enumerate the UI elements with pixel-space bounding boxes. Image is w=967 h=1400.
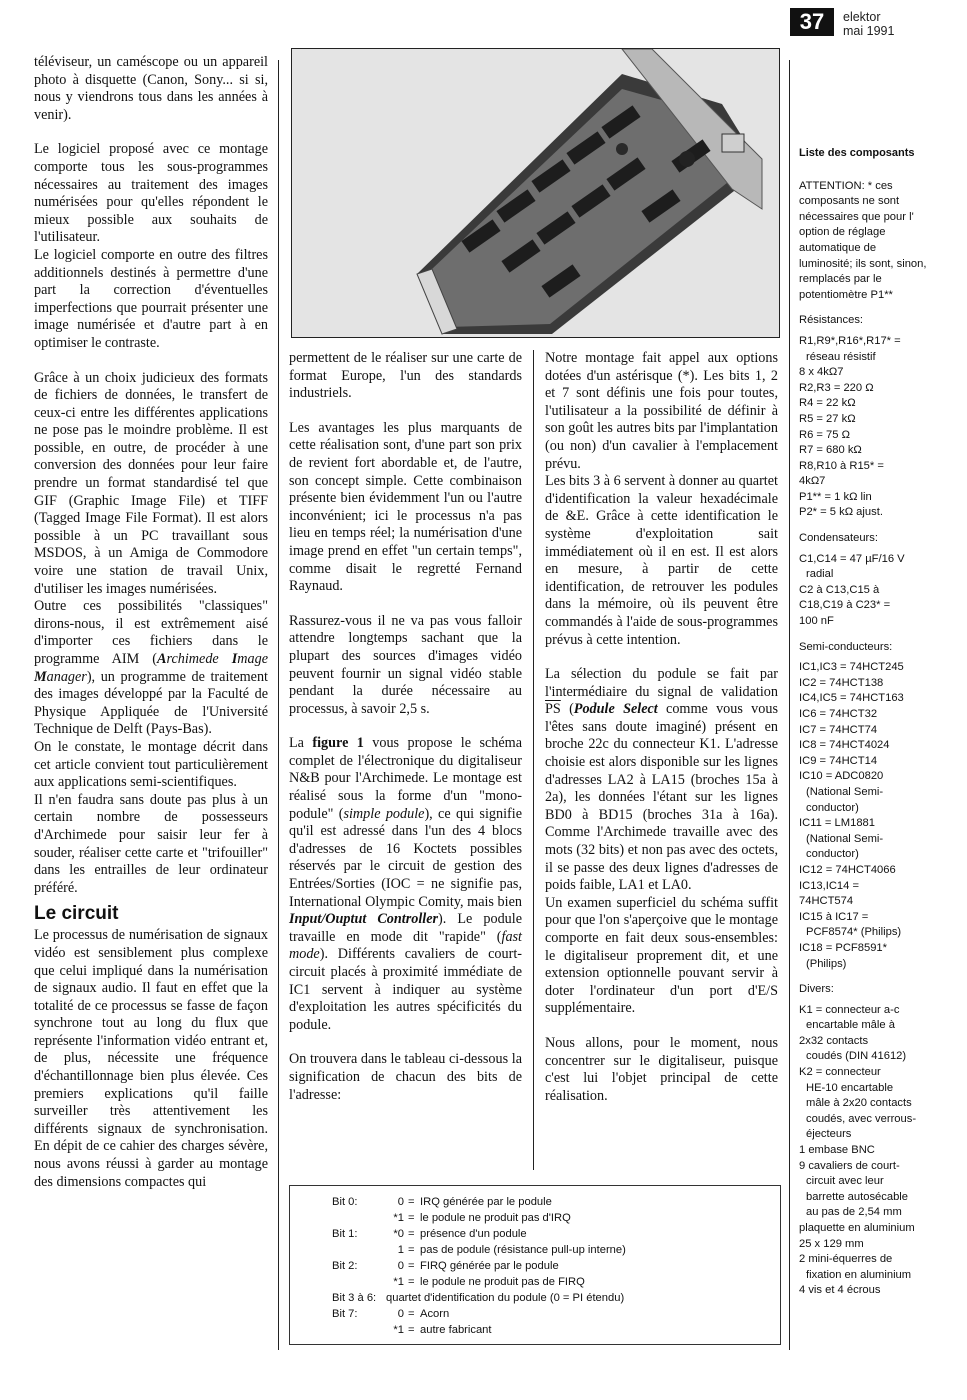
component-entry: plaquette en aluminium: [799, 1222, 915, 1234]
misc-list: [799, 1003, 931, 1299]
bit-meaning: le podule ne produit pas d'IRQ: [420, 1212, 571, 1224]
component-entry: fixation en aluminium: [806, 1268, 912, 1281]
bit-meaning: FIRQ générée par le podule: [420, 1260, 559, 1272]
component-entry: réseau résistif: [806, 350, 876, 363]
paragraph: Le logiciel comporte en outre des filtres additionnels destinés à permettre d'une part la correction d'éventuelles imperfections que pourrait présenter une image numérisée et d'autre part à en optimiser le contraste.: [34, 246, 268, 351]
component-entry: encartable mâle à: [806, 1019, 895, 1032]
equals-sign: =: [408, 1308, 415, 1320]
paragraph: Rassurez-vous il ne va pas vous falloir attendre longtemps sachant que la plupart des sources d'images vidéo peuvent fournir un signal vidéo stable pendant la durée nécessaire au processus, à savoir 2,5 s.: [289, 612, 522, 717]
component-entry: P2* = 5 kΩ ajust.: [799, 506, 883, 519]
paragraph: On le constate, le montage décrit dans cet article convient tout particulièrement aux applications semi-scientifiques.: [34, 738, 268, 791]
capacitors-list: [799, 552, 931, 630]
bit-meaning: le podule ne produit pas de FIRQ: [420, 1276, 585, 1288]
component-entry: C1,C14 = 47 µF/16 V: [799, 552, 905, 565]
component-entry: IC8 = 74HCT4024: [799, 739, 890, 752]
component-entry: 4 vis et 4 écrous: [799, 1284, 881, 1297]
column-divider: [789, 60, 790, 1350]
section-heading: Le circuit: [34, 903, 119, 925]
component-entry: barrette autosécable: [806, 1190, 908, 1203]
bit-value: 0: [397, 1260, 404, 1272]
component-entry: conductor): [806, 801, 859, 814]
resistors-list: [799, 334, 931, 521]
component-entry: radial: [806, 568, 834, 581]
column-divider: [533, 350, 534, 1170]
bit-label: Bit 7:: [332, 1308, 358, 1320]
semiconductors-list: [799, 660, 931, 972]
circuit-board-photo: [291, 48, 780, 338]
bit-label: Bit 0:: [332, 1196, 358, 1208]
misc-title: Divers:: [799, 983, 834, 996]
component-entry: IC11 = LM1881: [799, 817, 875, 830]
paragraph: Il n'en faudra sans doute pas plus à un certain nombre de possesseurs d'Archimede pour saisir leur fer à souder, réaliser cette carte et "trifouiller" dans les entrailles de leur ordinateur préféré.: [34, 791, 268, 896]
component-entry: C18,C19 à C23* =: [799, 599, 891, 612]
component-entry: éjecteurs: [806, 1128, 852, 1141]
component-entry: mâle à 2x20 contacts: [806, 1097, 912, 1110]
magazine-name: elektor: [843, 10, 881, 24]
paragraph: permettent de le réaliser sur une carte de format Europe, l'un des standards industriels.: [289, 350, 522, 402]
paragraph: La figure 1 vous propose le schéma complet de l'électronique du digitaliseur N&B pour l'Archimede. Le montage est réalisé sous la forme d'un "mono-podule" (simple podule), ce qui signifie qu'il est adressé dans l'un des 4 blocs d'adresses de 16 Koctets possibles réservés par le circuit de gestion des Entrées/Sorties (IOC = ne signifie pas, International Olympic Comity, mais bien Input/Ouptut Controller). Le podule travaille en mode dit "rapide" (fast mode). Différents cavaliers de court-circuit placés à proximité immédiate de IC1 servent à indiquer au système d'exploitation les autres spécificités du podule.: [289, 735, 522, 1033]
component-entry: IC1,IC3 = 74HCT245: [799, 661, 904, 674]
component-entry: 1 embase BNC: [799, 1144, 875, 1157]
component-list: [799, 146, 931, 1299]
component-entry: PCF8574* (Philips): [806, 926, 902, 939]
component-entry: IC9 = 74HCT14: [799, 754, 878, 767]
bit-meaning: IRQ générée par le podule: [420, 1196, 552, 1208]
bit-value: *0: [393, 1228, 404, 1240]
paragraph: Nous allons, pour le moment, nous concentrer sur le digitaliseur, puisque c'est lui l'objet principal de cette réalisation.: [545, 1034, 778, 1104]
component-entry: conductor): [806, 848, 859, 861]
component-entry: R4 = 22 kΩ: [799, 397, 856, 410]
paragraph: Notre montage fait appel aux options dotées d'un astérisque (*). Les bits 1, 2 et 7 sont définis une fois pour toutes, l'utilisateur a la possibilité de définir à son goût les autres bits par l'implantation (ou non) d'un cavalier à l'emplacement prévu.: [545, 350, 778, 472]
resistors-title: Résistances:: [799, 314, 864, 327]
component-entry: R8,R10 à R15* =: [799, 459, 884, 472]
component-entry: circuit avec leur: [806, 1175, 884, 1188]
component-entry: 9 cavaliers de court-: [799, 1159, 900, 1172]
component-entry: C2 à C13,C15 à: [799, 583, 880, 596]
page-number: 37: [790, 8, 834, 36]
component-entry: (National Semi-: [806, 785, 884, 798]
equals-sign: =: [408, 1212, 415, 1224]
address-bits-table: [289, 1185, 781, 1345]
paragraph: Le logiciel proposé avec ce montage comporte tous les sous-programmes nécessaires au traitement des images numérisées pour qu'elles répondent le mieux possible aux souhaits de l'utilisateur.: [34, 141, 268, 246]
component-entry: IC4,IC5 = 74HCT163: [799, 692, 904, 705]
equals-sign: =: [408, 1260, 415, 1272]
component-entry: 74HCT574: [799, 895, 854, 908]
article-column-1: [34, 54, 268, 1191]
equals-sign: =: [408, 1196, 415, 1208]
bit-value: *1: [393, 1212, 404, 1224]
component-entry: IC15 à IC17 =: [799, 910, 869, 923]
bit-value: 0: [397, 1308, 404, 1320]
component-entry: IC6 = 74HCT32: [799, 708, 878, 720]
equals-sign: =: [408, 1324, 415, 1336]
bit-label: Bit 2:: [332, 1260, 358, 1272]
paragraph: La sélection du podule se fait par l'intermédiaire du signal de validation $\overline{PS}$ (Podule Select comme vous vous l'êtes sans doute imaginé) présent en broche 22c du connecteur K1. L'adresse choisie est alors disponible sur les lignes d'adresses LA2 à LA15 (broches 15a à 2a), les données l'étant sur les lignes BD0 à BD15 (broches 31a à 16a). Comme l'Archimede travaille avec des mots (32 bits) et non pas avec des octets, il se passe des deux lignes d'adresses de poids faible, LA1 et LA0.: [545, 666, 778, 894]
issue-date: mai 1991: [843, 24, 895, 38]
component-entry: IC10 = ADC0820: [799, 770, 884, 783]
paragraph: Les avantages les plus marquants de cette réalisation sont, d'une part son prix de revient fort abordable et, de l'autre, son concept simple. Cette combinaison présente bien évidemment l'un ou l'autre inconvénient; ici le processus n'a pas lieu en temps réel; la numérisation d'une image prend en effet "un certain temps", comme disait le regretté Fernand Raynaud.: [289, 419, 522, 595]
component-entry: 4kΩ7: [799, 475, 826, 488]
component-entry: coudés, avec verrous-: [806, 1112, 917, 1125]
paragraph: Un examen superficiel du schéma suffit pour que l'on s'aperçoive que le montage comporte en fait deux sous-ensembles: le digitaliseur proprement dit, et une extension optionnelle pouvant servir à doter l'ordinateur d'un port d'E/S supplémentaire.: [545, 894, 778, 1017]
bit-value: *1: [393, 1324, 404, 1336]
paragraph: Grâce à un choix judicieux des formats de fichiers de données, le transfert de ceux-ci entre les différentes applications ne pose pas le moindre problème. Il est possible, en outre, de procéder à une conversion des données pour leur faire prendre un format standardisé tel que GIF (Graphic Image File) et TIFF (Tagged Image File Format). Il est alors possible à un PC travaillant sous MSDOS, à un Amiga de Commodore voire une station de travail Unix, d'utiliser les images numérisées.: [34, 369, 268, 597]
bit-meaning: Acorn: [420, 1308, 450, 1320]
equals-sign: =: [408, 1228, 415, 1240]
component-entry: K1 = connecteur a-c: [799, 1003, 900, 1016]
component-entry: coudés (DIN 41612): [806, 1050, 907, 1063]
component-entry: IC7 = 74HCT74: [799, 723, 878, 736]
component-entry: K2 = connecteur: [799, 1066, 881, 1079]
component-entry: R7 = 680 kΩ: [799, 444, 862, 457]
component-entry: (Philips): [806, 957, 847, 970]
component-entry: 8 x 4kΩ7: [799, 366, 844, 379]
component-entry: R5 = 27 kΩ: [799, 412, 856, 425]
component-entry: 100 nF: [799, 615, 834, 628]
attention-note: ATTENTION: * ces composants ne sont nécessaires que pour l' option de réglage automatique de luminosité; ils sont, sinon, remplacés par le potentiomètre P1**: [799, 179, 927, 301]
component-entry: 25 x 129 mm: [799, 1237, 864, 1250]
bit-label: Bit 1:: [332, 1228, 358, 1240]
component-entry: 2 mini-équerres de: [799, 1253, 893, 1266]
paragraph: On trouvera dans le tableau ci-dessous la signification de chacun des bits de l'adresse:: [289, 1051, 522, 1103]
component-entry: IC12 = 74HCT4066: [799, 863, 896, 876]
component-entry: (National Semi-: [806, 832, 884, 845]
article-column-3: [545, 350, 778, 1105]
bit-meaning: autre fabricant: [420, 1324, 492, 1336]
component-entry: IC13,IC14 =: [799, 879, 860, 892]
article-column-2: [289, 350, 522, 1104]
bit-meaning: présence d'un podule: [420, 1228, 527, 1240]
equals-sign: =: [408, 1244, 415, 1256]
bit-value: 0: [397, 1196, 404, 1208]
component-entry: R2,R3 = 220 Ω: [799, 381, 874, 394]
semiconductors-title: Semi-conducteurs:: [799, 640, 893, 653]
capacitors-title: Condensateurs:: [799, 532, 878, 545]
paragraph: Outre ces possibilités "classiques" dirons-nous, il est extrêmement aisé d'importer ces fichiers dans le programme AIM (Archimede Image Manager), un programme de traitement des images développé par la Faculté de Physique Appliquée de l'Université Technique de Delft (Pays-Bas).: [34, 598, 269, 738]
component-entry: HE-10 encartable: [806, 1081, 894, 1094]
bit-label: Bit 3 à 6:: [332, 1292, 377, 1304]
bit-meaning: quartet d'identification du podule (0 = PI étendu): [386, 1292, 625, 1304]
component-entry: au pas de 2,54 mm: [806, 1206, 902, 1219]
component-entry: IC18 = PCF8591*: [799, 941, 887, 954]
component-entry: 2x32 contacts: [799, 1034, 869, 1047]
component-entry: P1** = 1 kΩ lin: [799, 490, 872, 503]
component-entry: R1,R9*,R16*,R17* =: [799, 334, 901, 347]
component-list-title: Liste des composants: [799, 147, 915, 159]
magazine-header: [843, 10, 894, 38]
component-entry: IC2 = 74HCT138: [799, 676, 884, 689]
equals-sign: =: [408, 1276, 415, 1288]
paragraph: Les bits 3 à 6 servent à donner au quartet d'identification la valeur hexadécimale de &E. Grâce à cette identification le système d'exploitation sait immédiatement où il en est. Il est alors en mesure, à partir de cette identification, de retrouver les podules dans la mémoire, où ils peuvent être commandés à l'aide de sous-programmes prévus à cette intention.: [545, 473, 778, 648]
bit-value: *1: [393, 1276, 404, 1288]
paragraph: téléviseur, un caméscope ou un appareil photo à disquette (Canon, Sony... si si, nous y viendrons tous dans les années à venir).: [34, 54, 268, 123]
bit-meaning: pas de podule (résistance pull-up interne): [420, 1244, 626, 1256]
bit-value: 1: [397, 1244, 404, 1256]
column-divider: [278, 60, 279, 1350]
component-entry: R6 = 75 Ω: [799, 428, 850, 441]
paragraph: Le processus de numérisation de signaux vidéo est sensiblement plus complexe que celui impliqué dans la numérisation de signaux audio. Il faut en effet que la totalité de ce processus se fasse de façon synchrone tout au long du flux que représente l'information vidéo entrant et, de plus, nécessite une fréquence d'échantillonnage bien plus élevée. Ces premiers explications qu'il faille surveiller très attentivement les différents signaux de synchronisation. En dépit de ce cahier des charges sévère, nous avons réussi à garder au montage des dimensions compactes qui: [34, 927, 268, 1190]
